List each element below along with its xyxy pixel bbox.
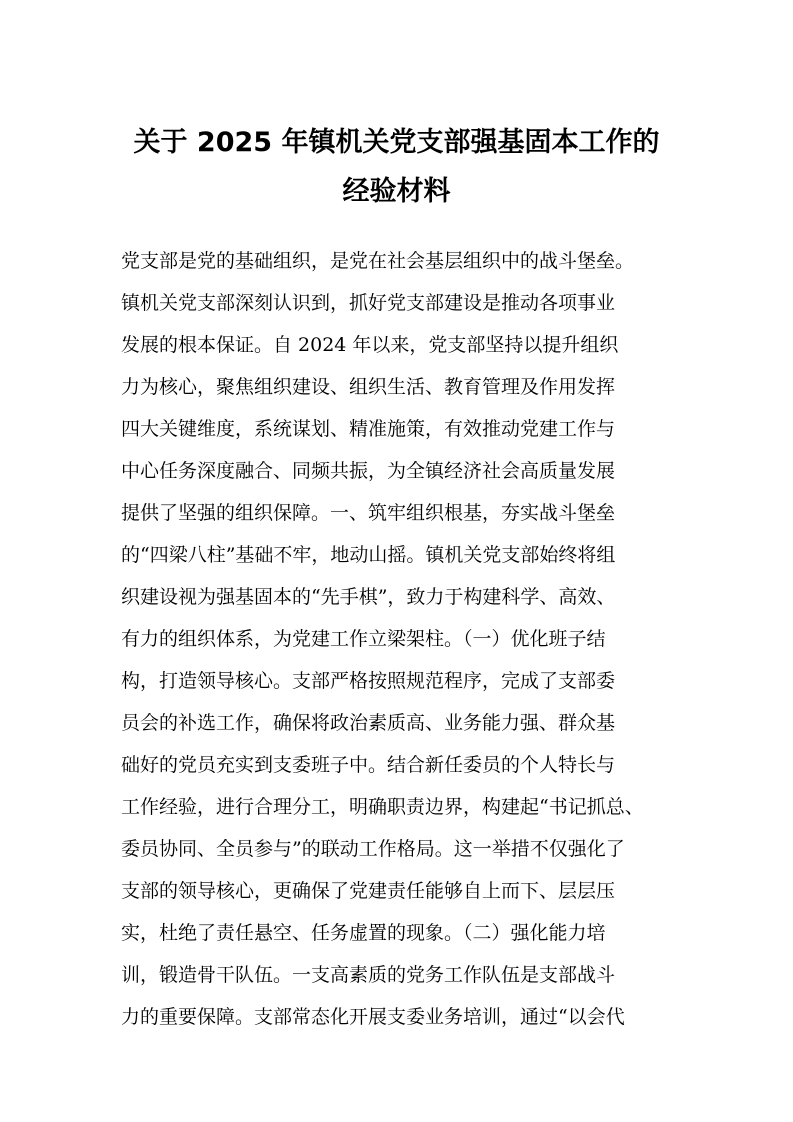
document-title-line-1: 关于 2025 年镇机关党支部强基固本工作的 — [133, 127, 660, 158]
body-line: 础好的党员充实到支委班子中。结合新任委员的个人特长与 — [121, 754, 616, 776]
body-line: 训，锻造骨干队伍。一支高素质的党务工作队伍是支部战斗 — [121, 964, 616, 986]
body-line: 员会的补选工作，确保将政治素质高、业务能力强、群众基 — [121, 712, 616, 734]
body-line: 四大关键维度，系统谋划、精准施策，有效推动党建工作与 — [121, 418, 616, 440]
body-line: 支部的领导核心，更确保了党建责任能够自上而下、层层压 — [121, 880, 616, 902]
body-line: 委员协同、全员参与”的联动工作格局。这一举措不仅强化了 — [121, 838, 625, 860]
body-line: 工作经验，进行合理分工，明确职责边界，构建起“书记抓总、 — [121, 796, 644, 818]
body-line: 织建设视为强基固本的“先手棋”，致力于构建科学、高效、 — [121, 586, 616, 608]
body-line: 提供了坚强的组织保障。一、筑牢组织根基，夯实战斗堡垒 — [121, 502, 616, 524]
body-line: 构，打造领导核心。支部严格按照规范程序，完成了支部委 — [121, 670, 616, 692]
body-line: 发展的根本保证。自 2024 年以来，党支部坚持以提升组织 — [121, 334, 619, 356]
body-line: 力的重要保障。支部常态化开展支委业务培训，通过“以会代 — [121, 1006, 625, 1028]
body-line: 实，杜绝了责任悬空、任务虚置的现象。（二）强化能力培 — [121, 922, 606, 944]
body-line: 镇机关党支部深刻认识到，抓好党支部建设是推动各项事业 — [121, 292, 616, 314]
body-line: 中心任务深度融合、同频共振，为全镇经济社会高质量发展 — [121, 460, 616, 482]
document-title-line-2: 经验材料 — [342, 176, 451, 207]
body-line: 党支部是党的基础组织，是党在社会基层组织中的战斗堡垒。 — [121, 250, 635, 272]
body-line: 有力的组织体系，为党建工作立梁架柱。（一）优化班子结 — [121, 628, 606, 650]
body-line: 的“四梁八柱”基础不牢，地动山摇。镇机关党支部始终将组 — [121, 544, 616, 566]
body-line: 力为核心，聚焦组织建设、组织生活、教育管理及作用发挥 — [121, 376, 616, 398]
